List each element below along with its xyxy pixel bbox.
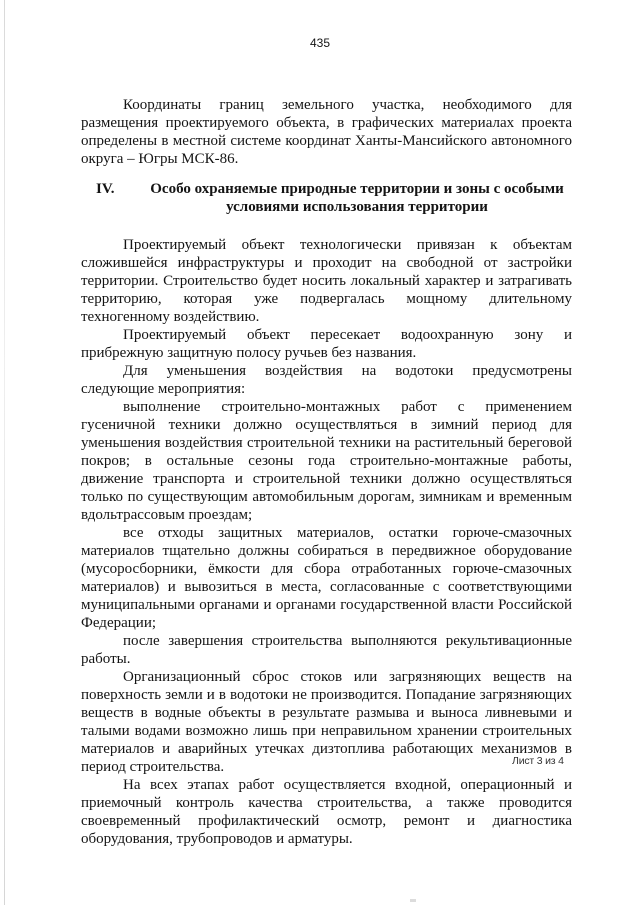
intro-paragraph: Координаты границ земельного участка, необходимого для размещения проектируемого объекта, в графических материалах проекта определены в местной системе координат Ханты-Мансийского автономного округа – Югры МСК-86. — [81, 97, 572, 167]
section-number: IV. — [96, 181, 115, 197]
scan-artifact — [410, 899, 416, 902]
paragraph-discharge: Организационный сброс стоков или загрязняющих веществ на поверхность земли и в водотоки не производится. Попадание загрязняющих веществ в водные объекты в результате размыва и выноса ливневыми и талыми водами возможно лишь при неправильном хранении строительных материалов и аварийных утечках дизтоплива работающих механизмов в период строительства. — [81, 669, 572, 775]
section-title: Особо охраняемые природные территории и зоны с особыми условиями использования территории — [150, 181, 564, 215]
paragraph-quality-control: На всех этапах работ осуществляется входной, операционный и приемочный контроль качества строительства, а также проводится своевременный профилактический осмотр, ремонт и диагностика оборудования, трубопроводов и арматуры. — [81, 777, 572, 847]
paragraph-measure-waste: все отходы защитных материалов, остатки горюче-смазочных материалов тщательно должны собираться в передвижное оборудование (мусоросборники, ёмкости для сбора отработанных горюче-смазочных материалов) и вывозиться в места, согласованные с соответствующими муниципальными органами и органами государственной власти Российской Федерации; — [81, 525, 572, 631]
body-text — [81, 236, 572, 848]
page-number: 435 — [309, 36, 331, 50]
paragraph-measure-winter-works: выполнение строительно-монтажных работ с применением гусеничной техники должно осуществляться в зимний период для уменьшения воздействия строительной техники на растительный береговой покров; в остальные сезоны года строительно-монтажные работы, движение транспорта и строительной техники должно осуществляться только по существующим автомобильным дорогам, зимникам и временным вдольтрассовым проездам; — [81, 399, 572, 523]
paragraph-measures-intro: Для уменьшения воздействия на водотоки предусмотрены следующие мероприятия: — [81, 363, 572, 397]
paragraph-location: Проектируемый объект технологически привязан к объектам сложившейся инфраструктуры и проходит на свободной от застройки территории. Строительство будет носить локальный характер и затрагивать территорию, которая уже подвергалась мощному длительному техногенному воздействию. — [81, 237, 572, 325]
scan-edge — [4, 0, 5, 905]
intro-block — [81, 96, 572, 168]
sheet-stamp: Лист 3 из 4 — [512, 755, 564, 767]
paragraph-measure-recultivation: после завершения строительства выполняются рекультивационные работы. — [81, 633, 572, 667]
paragraph-water-zone: Проектируемый объект пересекает водоохранную зону и прибрежную защитную полосу ручьев без названия. — [81, 327, 572, 361]
